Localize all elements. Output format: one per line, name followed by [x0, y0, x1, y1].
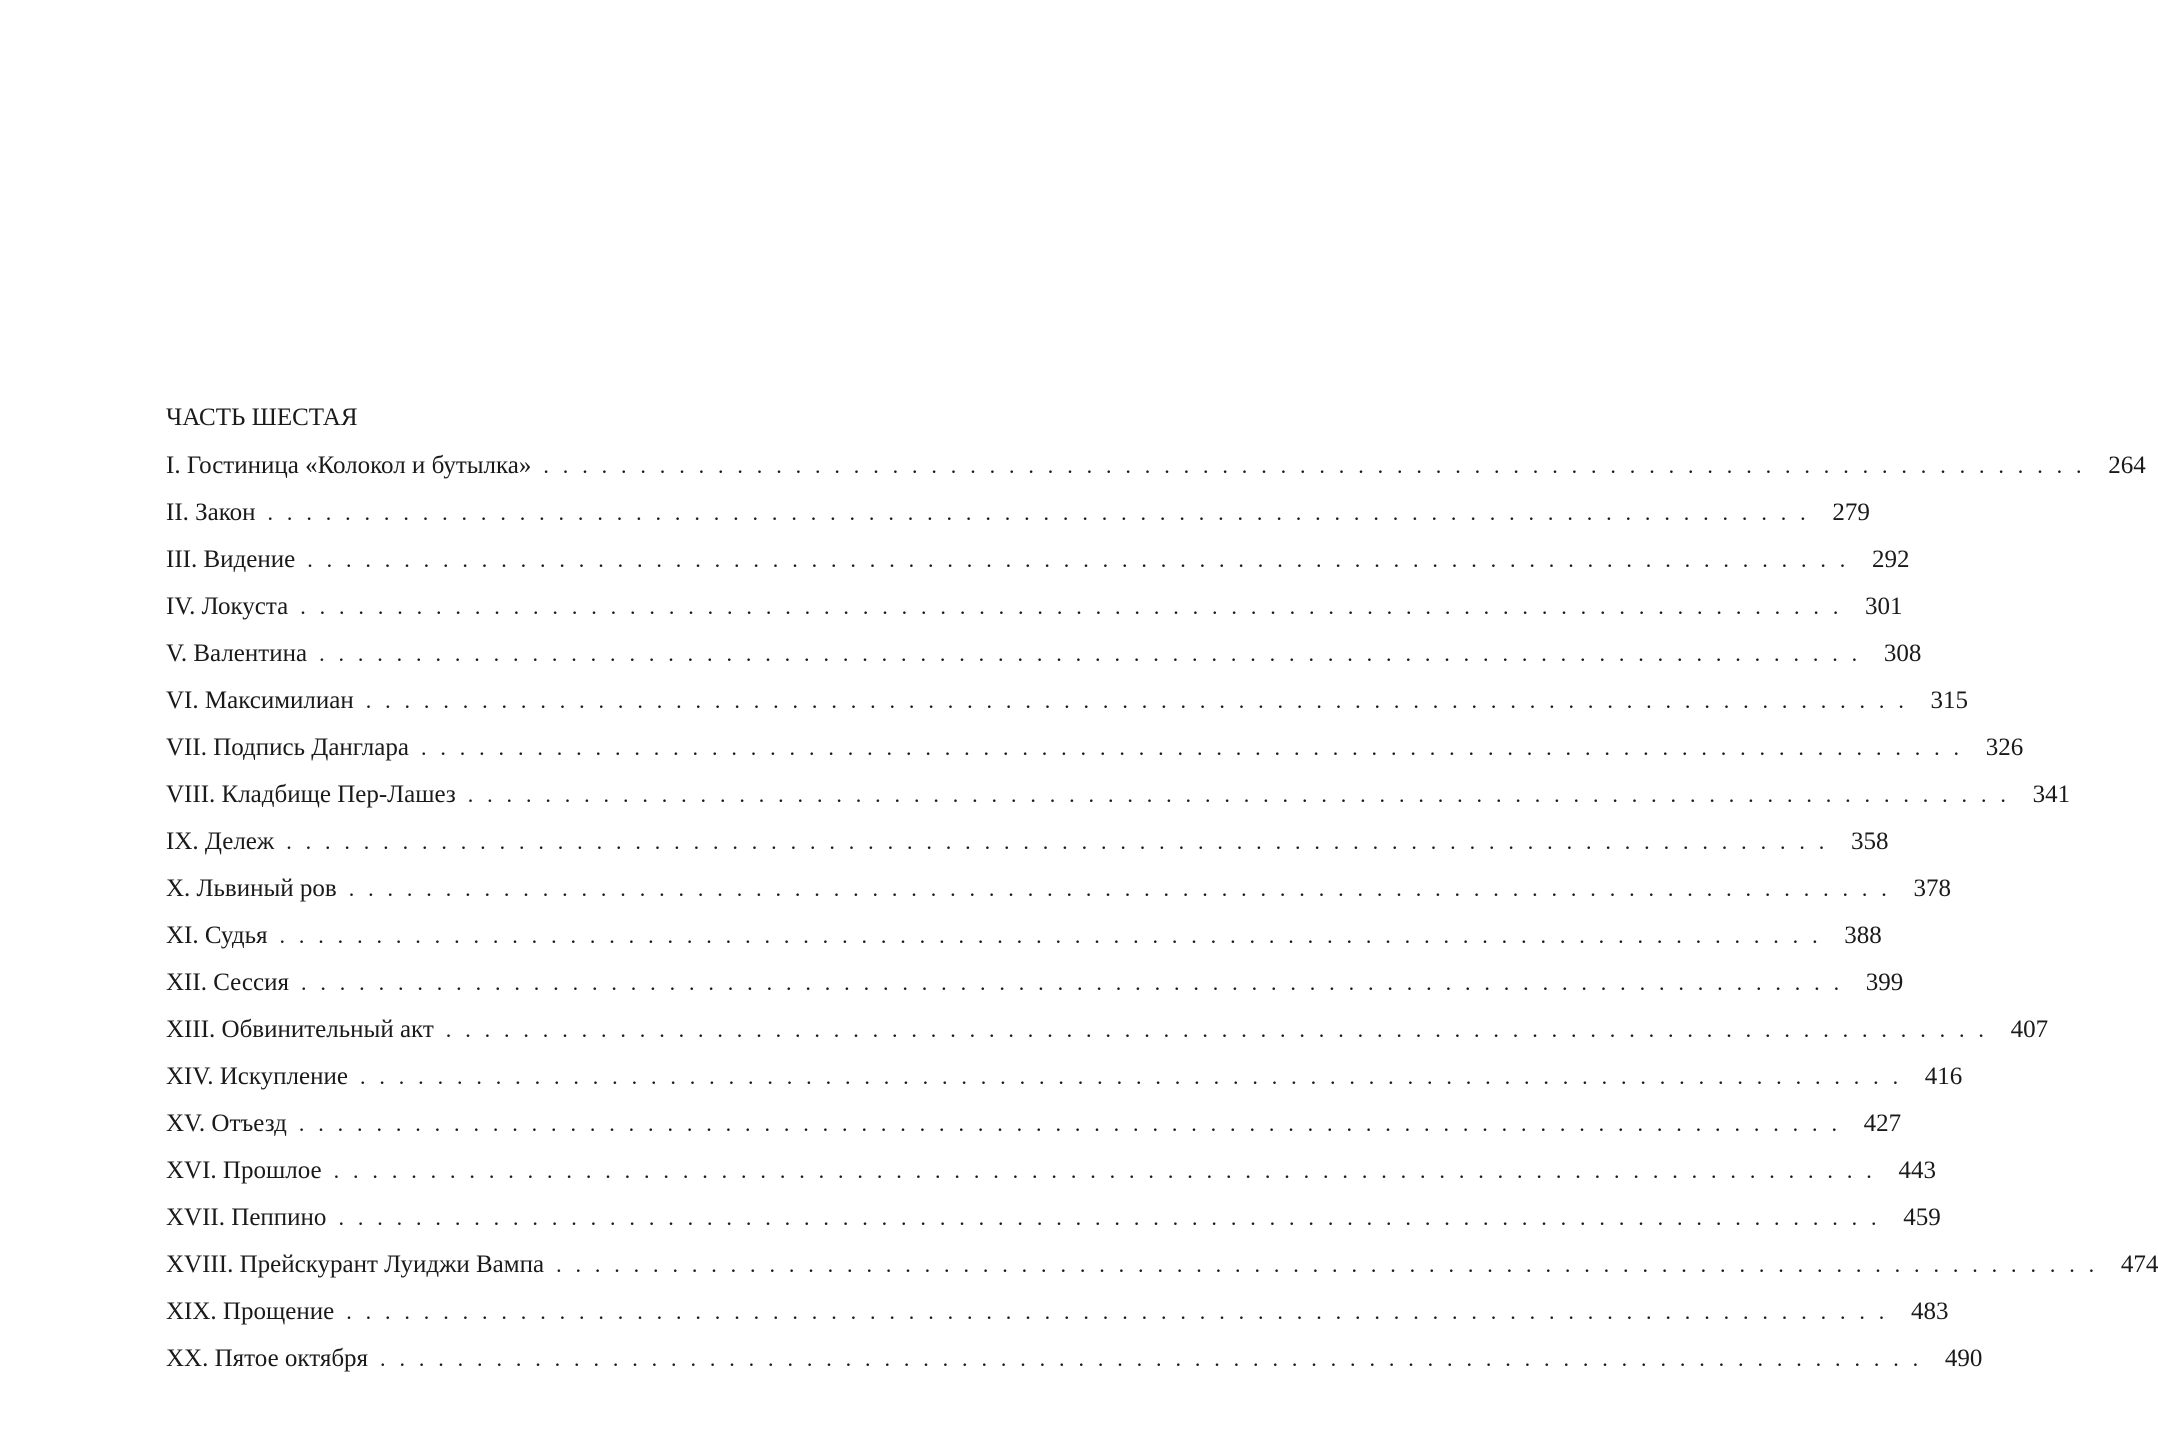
toc-entry [166, 1104, 1902, 1151]
toc-entry [166, 1292, 1949, 1339]
toc-entry-page-number: 407 [2010, 1016, 2049, 1043]
toc-entry-page-number: 264 [2108, 452, 2146, 479]
toc-entry-page-number: 388 [1844, 922, 1882, 949]
dot-leader: . . . . . . . . . . . . . . . . . . . . . . . . . . . . . . . . . . . . . . . . . . . . . . . . . . . . . . . . . . . . . . . . . . . . . . . . . . . . . . . . [380, 1346, 1923, 1371]
dot-leader: . . . . . . . . . . . . . . . . . . . . . . . . . . . . . . . . . . . . . . . . . . . . . . . . . . . . . . . . . . . . . . . . . . . . . . . . . . . . . . . . [300, 594, 1843, 619]
dot-leader: . . . . . . . . . . . . . . . . . . . . . . . . . . . . . . . . . . . . . . . . . . . . . . . . . . . . . . . . . . . . . . . . . . . . . . . . . . . . . . . . [348, 876, 1892, 901]
toc-entry-page-number: 483 [1911, 1298, 1949, 1325]
toc-entry [166, 916, 1882, 963]
toc-entry-page-number: 427 [1863, 1110, 1902, 1137]
dot-leader: . . . . . . . . . . . . . . . . . . . . . . . . . . . . . . . . . . . . . . . . . . . . . . . . . . . . . . . . . . . . . . . . . . . . . . . . . . . . . . . . [279, 923, 1822, 948]
toc-entry-title: II. Закон [166, 499, 256, 526]
toc-entry-page-number: 358 [1851, 828, 1889, 855]
toc-entry [166, 775, 2071, 822]
toc-entry [166, 681, 1969, 728]
dot-leader: . . . . . . . . . . . . . . . . . . . . . . . . . . . . . . . . . . . . . . . . . . . . . . . . . . . . . . . . . . . . . . . . . . . . . . . . . . . . . . . . [556, 1252, 2099, 1277]
toc-entry-page-number: 326 [1985, 734, 2024, 761]
toc-entry-list [166, 446, 2158, 1386]
toc-entry-title: I. Гостиница «Колокол и бутылка» [166, 452, 532, 479]
toc-entry [166, 1057, 1963, 1104]
toc-entry [166, 1245, 2158, 1292]
toc-entry [166, 869, 1952, 916]
toc-entry-page-number: 301 [1865, 593, 1903, 620]
toc-entry-page-number: 378 [1913, 875, 1952, 902]
dot-leader: . . . . . . . . . . . . . . . . . . . . . . . . . . . . . . . . . . . . . . . . . . . . . . . . . . . . . . . . . . . . . . . . . . . . . . . . . . . . . . . . [338, 1205, 1881, 1230]
toc-entry [166, 963, 1904, 1010]
dot-leader: . . . . . . . . . . . . . . . . . . . . . . . . . . . . . . . . . . . . . . . . . . . . . . . . . . . . . . . . . . . . . . . . . . . . . . . . . . . . . . . . [300, 970, 1844, 995]
toc-entry-page-number: 399 [1865, 969, 1904, 996]
toc-entry [166, 1198, 1941, 1245]
toc-entry-title: XVII. Пеппино [166, 1204, 327, 1231]
toc-entry-title: IV. Локуста [166, 593, 289, 620]
toc-entry-page-number: 443 [1898, 1157, 1936, 1184]
toc-entry [166, 822, 1889, 869]
toc-entry-title: XV. Отъезд [166, 1110, 287, 1137]
toc-entry [166, 540, 1910, 587]
table-of-contents [166, 398, 2158, 1386]
toc-entry-title: VI. Максимилиан [166, 687, 354, 714]
toc-entry-page-number: 292 [1872, 546, 1910, 573]
dot-leader: . . . . . . . . . . . . . . . . . . . . . . . . . . . . . . . . . . . . . . . . . . . . . . . . . . . . . . . . . . . . . . . . . . . . . . . . . . . . . . . . [359, 1064, 1903, 1089]
toc-entry-title: XVI. Прошлое [166, 1157, 322, 1184]
dot-leader: . . . . . . . . . . . . . . . . . . . . . . . . . . . . . . . . . . . . . . . . . . . . . . . . . . . . . . . . . . . . . . . . . . . . . . . . . . . . . . . . [365, 688, 1909, 713]
toc-entry-page-number: 416 [1924, 1063, 1963, 1090]
dot-leader: . . . . . . . . . . . . . . . . . . . . . . . . . . . . . . . . . . . . . . . . . . . . . . . . . . . . . . . . . . . . . . . . . . . . . . . . . . . . . . . . [543, 453, 2086, 478]
toc-entry [166, 1010, 2049, 1057]
toc-entry-page-number: 315 [1930, 687, 1969, 714]
toc-entry-page-number: 279 [1832, 499, 1870, 526]
toc-entry [166, 587, 1903, 634]
dot-leader: . . . . . . . . . . . . . . . . . . . . . . . . . . . . . . . . . . . . . . . . . . . . . . . . . . . . . . . . . . . . . . . . . . . . . . . . . . . . . . . . [298, 1111, 1842, 1136]
dot-leader: . . . . . . . . . . . . . . . . . . . . . . . . . . . . . . . . . . . . . . . . . . . . . . . . . . . . . . . . . . . . . . . . . . . . . . . . . . . . . . . . [333, 1158, 1876, 1183]
toc-entry-title: XI. Судья [166, 922, 268, 949]
toc-entry-page-number: 341 [2032, 781, 2071, 808]
toc-entry-title: XIX. Прощение [166, 1298, 335, 1325]
toc-entry [166, 493, 1870, 540]
dot-leader: . . . . . . . . . . . . . . . . . . . . . . . . . . . . . . . . . . . . . . . . . . . . . . . . . . . . . . . . . . . . . . . . . . . . . . . . . . . . . . . . [267, 500, 1810, 525]
part-title: ЧАСТЬ ШЕСТАЯ [166, 404, 358, 431]
toc-entry [166, 1151, 1936, 1198]
dot-leader: . . . . . . . . . . . . . . . . . . . . . . . . . . . . . . . . . . . . . . . . . . . . . . . . . . . . . . . . . . . . . . . . . . . . . . . . . . . . . . . . [346, 1299, 1889, 1324]
toc-entry-title: VIII. Кладбище Пер-Лашез [166, 781, 456, 808]
dot-leader: . . . . . . . . . . . . . . . . . . . . . . . . . . . . . . . . . . . . . . . . . . . . . . . . . . . . . . . . . . . . . . . . . . . . . . . . . . . . . . . . [307, 547, 1850, 572]
toc-entry-page-number: 308 [1883, 640, 1922, 667]
toc-entry-title: XVIII. Прейскурант Луиджи Вампа [166, 1251, 545, 1278]
dot-leader: . . . . . . . . . . . . . . . . . . . . . . . . . . . . . . . . . . . . . . . . . . . . . . . . . . . . . . . . . . . . . . . . . . . . . . . . . . . . . . . . [286, 829, 1829, 854]
toc-entry [166, 446, 2146, 493]
toc-entry-page-number: 490 [1944, 1345, 1983, 1372]
dot-leader: . . . . . . . . . . . . . . . . . . . . . . . . . . . . . . . . . . . . . . . . . . . . . . . . . . . . . . . . . . . . . . . . . . . . . . . . . . . . . . . . [420, 735, 1964, 760]
toc-entry-page-number: 474 [2120, 1251, 2158, 1278]
dot-leader: . . . . . . . . . . . . . . . . . . . . . . . . . . . . . . . . . . . . . . . . . . . . . . . . . . . . . . . . . . . . . . . . . . . . . . . . . . . . . . . . [319, 641, 1862, 666]
toc-entry [166, 1339, 1983, 1386]
toc-entry-title: XII. Сессия [166, 969, 289, 996]
toc-entry-title: X. Львиный ров [166, 875, 337, 902]
toc-entry-title: XX. Пятое октября [166, 1345, 369, 1372]
toc-entry-page-number: 459 [1903, 1204, 1941, 1231]
dot-leader: . . . . . . . . . . . . . . . . . . . . . . . . . . . . . . . . . . . . . . . . . . . . . . . . . . . . . . . . . . . . . . . . . . . . . . . . . . . . . . . . [467, 782, 2011, 807]
toc-entry-title: IX. Дележ [166, 828, 275, 855]
toc-entry-title: VII. Подпись Данглара [166, 734, 409, 761]
toc-entry-title: XIV. Искупление [166, 1063, 348, 1090]
toc-entry [166, 728, 2024, 775]
dot-leader: . . . . . . . . . . . . . . . . . . . . . . . . . . . . . . . . . . . . . . . . . . . . . . . . . . . . . . . . . . . . . . . . . . . . . . . . . . . . . . . . [445, 1017, 1989, 1042]
toc-entry [166, 634, 1922, 681]
toc-entry-title: V. Валентина [166, 640, 308, 667]
toc-entry-title: III. Видение [166, 546, 296, 573]
toc-entry-title: XIII. Обвинительный акт [166, 1016, 434, 1043]
